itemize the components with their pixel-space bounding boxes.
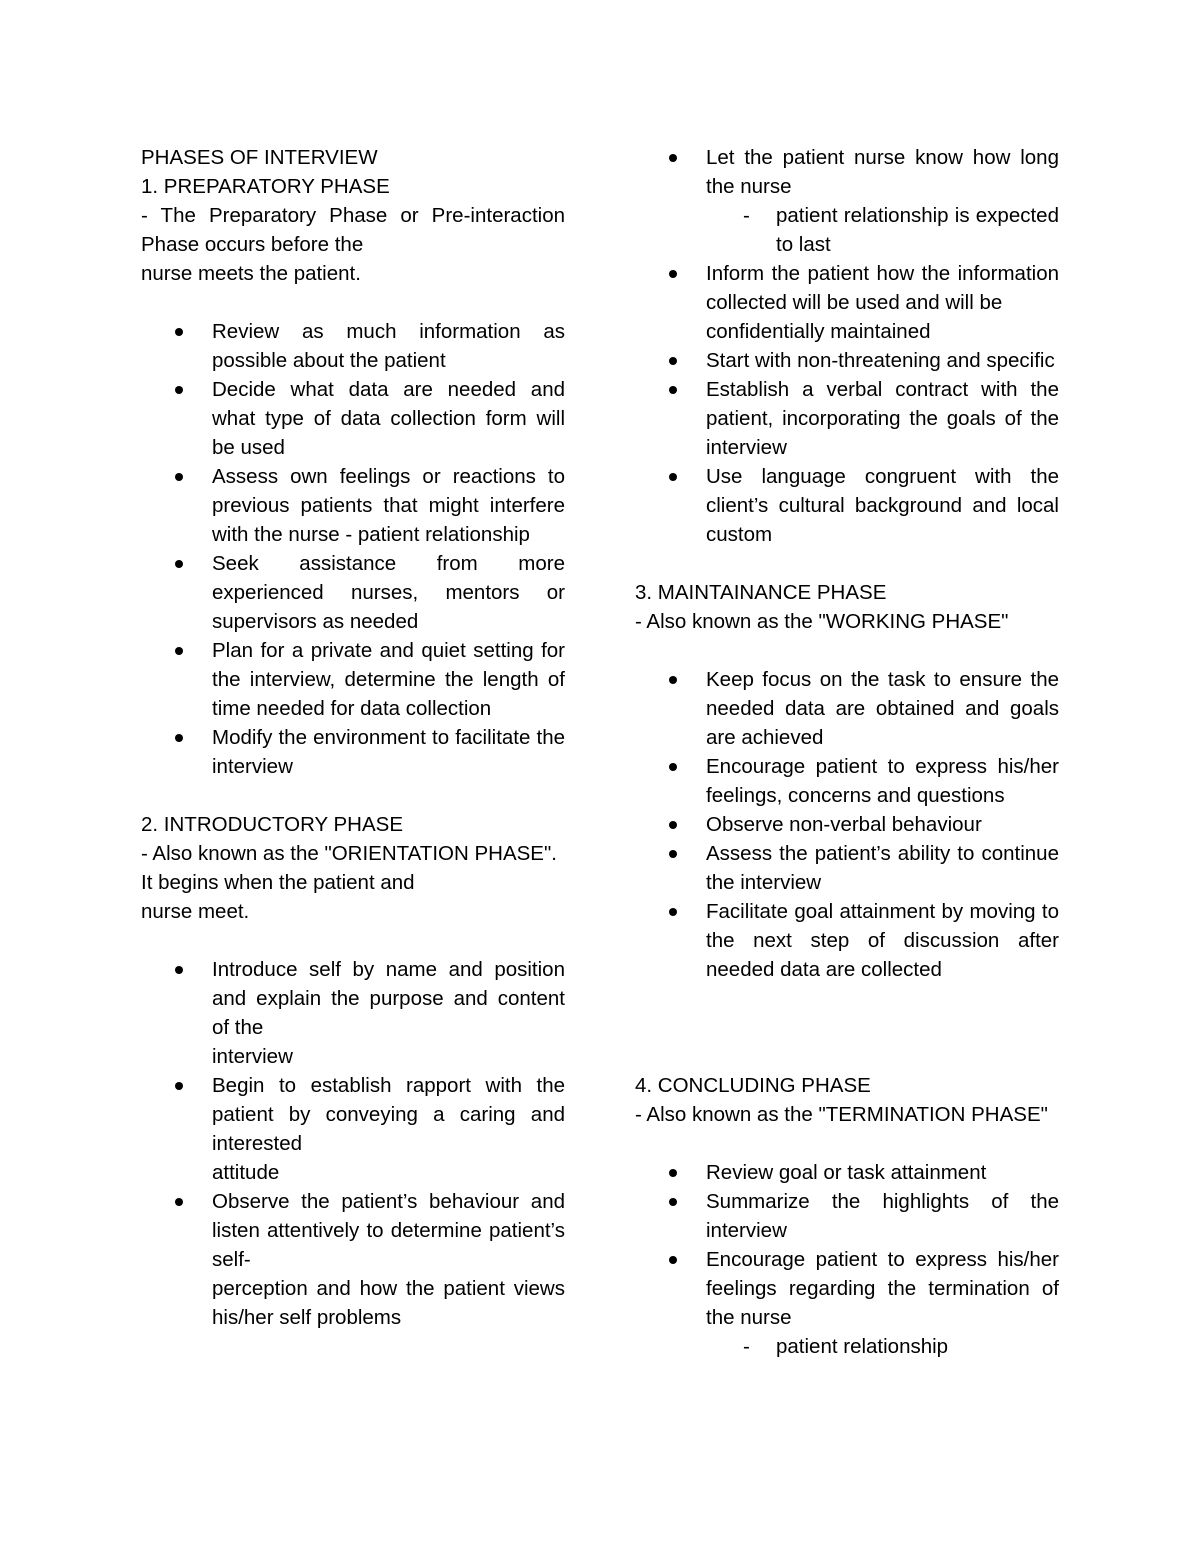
- list-item: Start with non-threatening and specific: [635, 346, 1059, 375]
- document-title: PHASES OF INTERVIEW: [141, 146, 378, 169]
- phase2-description-cont2: nurse meet.: [141, 900, 250, 923]
- list-item: Seek assistance from more experienced nurses, mentors or supervisors as needed: [141, 549, 565, 636]
- bullet-icon: [175, 560, 183, 568]
- bullet-icon: [669, 1169, 677, 1177]
- list-item: Inform the patient how the information collected will be used and will be confidentially maintained: [635, 259, 1059, 346]
- list-item: Summarize the highlights of the interview: [635, 1187, 1059, 1245]
- list-item: Introduce self by name and position and explain the purpose and content of the interview: [141, 955, 565, 1071]
- bullet-icon: [669, 821, 677, 829]
- dash-marker: -: [743, 204, 750, 227]
- bullet-icon: [669, 357, 677, 365]
- right-column: [635, 143, 1059, 1361]
- bullet-icon: [175, 473, 183, 481]
- list-item: Keep focus on the task to ensure the needed data are obtained and goals are achieved: [635, 665, 1059, 752]
- phase3-description: - Also known as the "WORKING PHASE": [635, 610, 1009, 633]
- bullet-icon: [669, 676, 677, 684]
- list-item: Plan for a private and quiet setting for the interview, determine the length of time needed for data collection: [141, 636, 565, 723]
- list-item: Observe the patient’s behaviour and listen attentively to determine patient’s self- perception and how the patient views his/her self problems: [141, 1187, 565, 1332]
- phase1-description-cont: nurse meets the patient.: [141, 262, 361, 285]
- bullet-icon: [669, 1198, 677, 1206]
- list-item: Review goal or task attainment: [635, 1158, 1059, 1187]
- phase2-description-cont: It begins when the patient and: [141, 871, 415, 894]
- bullet-icon: [669, 763, 677, 771]
- dash-marker: -: [743, 1335, 750, 1358]
- bullet-icon: [669, 908, 677, 916]
- sub-list-item: - patient relationship is expected to last: [635, 201, 1059, 259]
- phase3-heading: 3. MAINTAINANCE PHASE: [635, 581, 887, 604]
- phase2-description: - Also known as the "ORIENTATION PHASE".: [141, 842, 557, 865]
- left-column: [141, 143, 565, 1332]
- list-item: Facilitate goal attainment by moving to the next step of discussion after needed data are collected: [635, 897, 1059, 984]
- bullet-icon: [175, 328, 183, 336]
- phase1-heading: 1. PREPARATORY PHASE: [141, 175, 390, 198]
- phase4-heading: 4. CONCLUDING PHASE: [635, 1074, 871, 1097]
- list-item: Assess own feelings or reactions to previous patients that might interfere with the nurse - patient relationship: [141, 462, 565, 549]
- bullet-icon: [669, 154, 677, 162]
- bullet-icon: [175, 386, 183, 394]
- bullet-icon: [175, 647, 183, 655]
- bullet-icon: [175, 1082, 183, 1090]
- list-item: Assess the patient’s ability to continue the interview: [635, 839, 1059, 897]
- phase1-description: - The Preparatory Phase or Pre-interaction Phase occurs before the: [141, 204, 565, 256]
- list-item: Decide what data are needed and what type of data collection form will be used: [141, 375, 565, 462]
- list-item: Let the patient nurse know how long the nurse: [635, 143, 1059, 201]
- list-item: Modify the environment to facilitate the interview: [141, 723, 565, 781]
- bullet-icon: [175, 734, 183, 742]
- sub-list-item: - patient relationship: [635, 1332, 1059, 1361]
- list-item: Encourage patient to express his/her feelings, concerns and questions: [635, 752, 1059, 810]
- list-item: Review as much information as possible about the patient: [141, 317, 565, 375]
- bullet-icon: [669, 270, 677, 278]
- bullet-icon: [669, 1256, 677, 1264]
- list-item: Encourage patient to express his/her feelings regarding the termination of the nurse: [635, 1245, 1059, 1332]
- list-item: Use language congruent with the client’s cultural background and local custom: [635, 462, 1059, 549]
- list-item: Establish a verbal contract with the patient, incorporating the goals of the interview: [635, 375, 1059, 462]
- bullet-icon: [175, 966, 183, 974]
- list-item: Observe non-verbal behaviour: [635, 810, 1059, 839]
- bullet-icon: [669, 386, 677, 394]
- bullet-icon: [669, 850, 677, 858]
- bullet-icon: [175, 1198, 183, 1206]
- phase2-heading: 2. INTRODUCTORY PHASE: [141, 813, 404, 836]
- list-item: Begin to establish rapport with the patient by conveying a caring and interested attitude: [141, 1071, 565, 1187]
- phase4-description: - Also known as the "TERMINATION PHASE": [635, 1103, 1048, 1126]
- bullet-icon: [669, 473, 677, 481]
